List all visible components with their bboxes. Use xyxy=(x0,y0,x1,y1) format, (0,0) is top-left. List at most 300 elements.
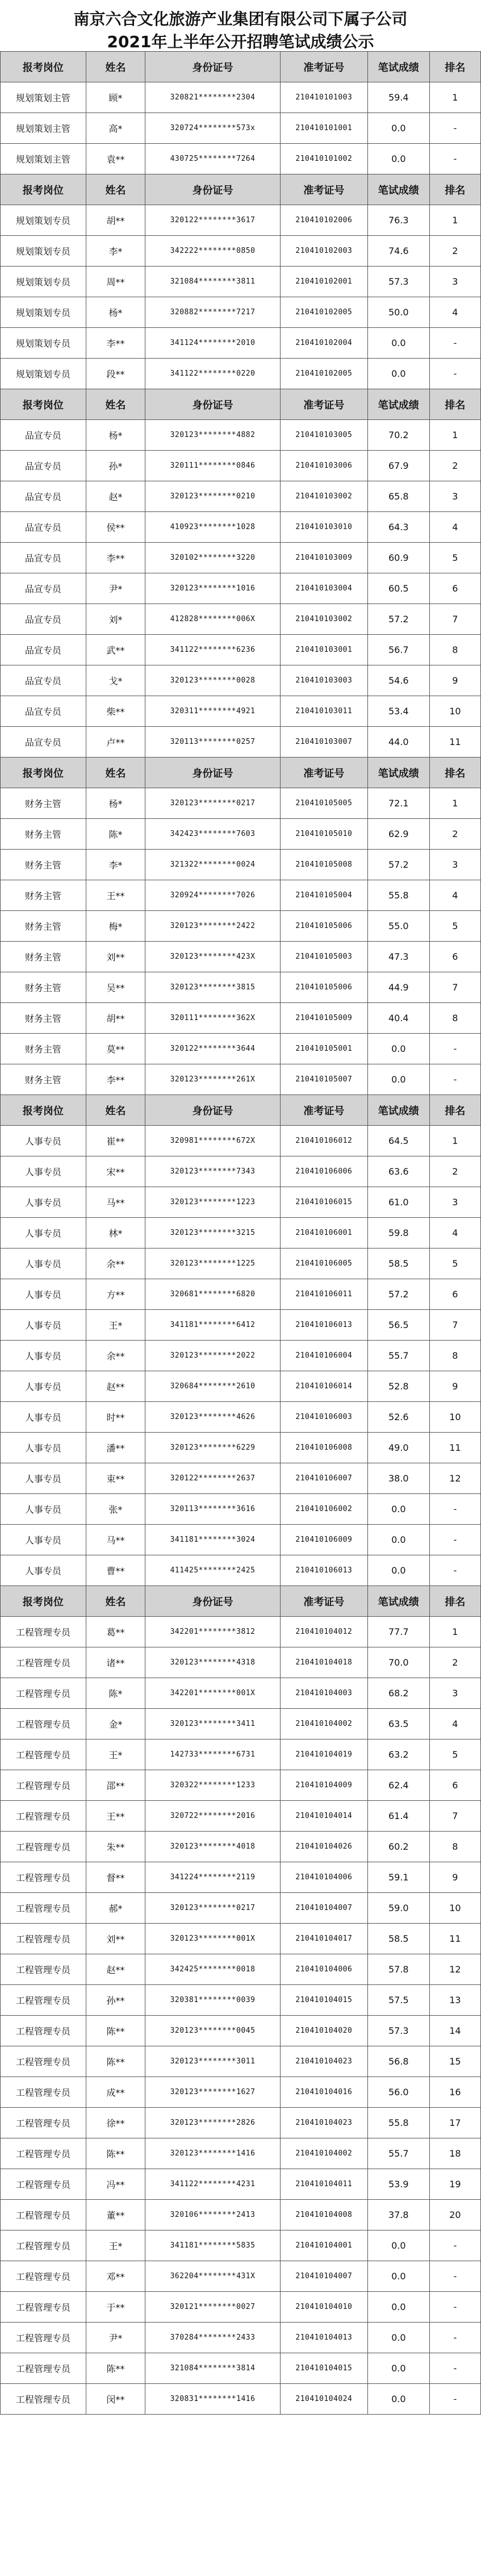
exam-number-cell: 210410104007 xyxy=(280,1893,367,1924)
id-number-cell: 341181********5835 xyxy=(145,2230,281,2261)
id-number-cell: 412828********006X xyxy=(145,604,281,635)
table-row xyxy=(1,2016,481,2046)
table-row xyxy=(1,1647,481,1678)
rank-cell: 12 xyxy=(429,1463,480,1494)
id-number-cell: 320123********6229 xyxy=(145,1433,281,1463)
exam-number-cell: 210410104017 xyxy=(280,1924,367,1954)
name-cell: 马** xyxy=(86,1525,145,1555)
name-cell: 陈** xyxy=(86,2046,145,2077)
table-row xyxy=(1,788,481,819)
rank-cell: 1 xyxy=(429,205,480,236)
position-cell: 品宣专员 xyxy=(1,573,86,604)
id-number-cell: 320123********261X xyxy=(145,1064,281,1095)
table-row xyxy=(1,113,481,144)
table-row xyxy=(1,359,481,389)
name-cell: 段** xyxy=(86,359,145,389)
id-number-cell: 342425********0018 xyxy=(145,1954,281,1985)
position-cell: 财务主管 xyxy=(1,1003,86,1034)
id-number-cell: 320123********001X xyxy=(145,1924,281,1954)
score-cell: 0.0 xyxy=(367,2230,429,2261)
score-cell: 0.0 xyxy=(367,1064,429,1095)
rank-cell: 10 xyxy=(429,1402,480,1433)
exam-number-cell: 210410106008 xyxy=(280,1433,367,1463)
column-header: 排名 xyxy=(429,52,480,82)
rank-cell: 13 xyxy=(429,1985,480,2016)
score-cell: 55.7 xyxy=(367,2138,429,2169)
exam-number-cell: 210410105004 xyxy=(280,880,367,911)
score-cell: 57.8 xyxy=(367,1954,429,1985)
table-row xyxy=(1,1402,481,1433)
id-number-cell: 362204********431X xyxy=(145,2261,281,2292)
column-header: 准考证号 xyxy=(280,174,367,205)
rank-cell: 7 xyxy=(429,604,480,635)
column-header: 身份证号 xyxy=(145,1586,281,1617)
exam-number-cell: 210410104015 xyxy=(280,1985,367,2016)
id-number-cell: 320111********362X xyxy=(145,1003,281,1034)
rank-cell: 16 xyxy=(429,2077,480,2108)
name-cell: 闵** xyxy=(86,2384,145,2415)
table-row xyxy=(1,1525,481,1555)
rank-cell: - xyxy=(429,1555,480,1586)
table-row xyxy=(1,205,481,236)
name-cell: 陈** xyxy=(86,2138,145,2169)
position-cell: 规划策划专员 xyxy=(1,328,86,359)
exam-number-cell: 210410103005 xyxy=(280,420,367,451)
exam-number-cell: 210410104006 xyxy=(280,1954,367,1985)
column-header: 笔试成绩 xyxy=(367,174,429,205)
name-cell: 王* xyxy=(86,1739,145,1770)
score-cell: 37.8 xyxy=(367,2200,429,2230)
exam-number-cell: 210410106013 xyxy=(280,1555,367,1586)
name-cell: 莫** xyxy=(86,1034,145,1064)
id-number-cell: 320123********1416 xyxy=(145,2138,281,2169)
id-number-cell: 320111********0846 xyxy=(145,451,281,481)
table-row xyxy=(1,82,481,113)
score-cell: 0.0 xyxy=(367,328,429,359)
score-cell: 55.7 xyxy=(367,1341,429,1371)
score-cell: 60.2 xyxy=(367,1832,429,1862)
name-cell: 朱** xyxy=(86,1832,145,1862)
id-number-cell: 320322********1233 xyxy=(145,1770,281,1801)
id-number-cell: 321322********0024 xyxy=(145,850,281,880)
rank-cell: - xyxy=(429,359,480,389)
score-cell: 0.0 xyxy=(367,2323,429,2353)
table-row xyxy=(1,696,481,727)
name-cell: 周** xyxy=(86,267,145,297)
name-cell: 杨* xyxy=(86,420,145,451)
column-header: 排名 xyxy=(429,1095,480,1126)
score-cell: 64.3 xyxy=(367,512,429,543)
column-header: 准考证号 xyxy=(280,389,367,420)
exam-number-cell: 210410104002 xyxy=(280,1709,367,1739)
position-cell: 人事专员 xyxy=(1,1463,86,1494)
score-cell: 76.3 xyxy=(367,205,429,236)
column-header: 身份证号 xyxy=(145,1095,281,1126)
rank-cell: 18 xyxy=(429,2138,480,2169)
exam-number-cell: 210410102004 xyxy=(280,328,367,359)
exam-number-cell: 210410106004 xyxy=(280,1341,367,1371)
rank-cell: 2 xyxy=(429,236,480,267)
id-number-cell: 341224********2119 xyxy=(145,1862,281,1893)
position-cell: 品宣专员 xyxy=(1,543,86,573)
id-number-cell: 341122********0220 xyxy=(145,359,281,389)
table-header-row xyxy=(1,758,481,788)
scores-table xyxy=(0,51,481,2415)
exam-number-cell: 210410104026 xyxy=(280,1832,367,1862)
score-cell: 70.2 xyxy=(367,420,429,451)
rank-cell: 9 xyxy=(429,1862,480,1893)
score-cell: 57.3 xyxy=(367,2016,429,2046)
score-cell: 57.2 xyxy=(367,1279,429,1310)
column-header: 笔试成绩 xyxy=(367,1095,429,1126)
exam-number-cell: 210410104013 xyxy=(280,2323,367,2353)
table-row xyxy=(1,420,481,451)
score-cell: 62.4 xyxy=(367,1770,429,1801)
score-cell: 0.0 xyxy=(367,1034,429,1064)
rank-cell: 1 xyxy=(429,82,480,113)
score-cell: 64.5 xyxy=(367,1126,429,1156)
score-cell: 49.0 xyxy=(367,1433,429,1463)
rank-cell: 1 xyxy=(429,788,480,819)
rank-cell: 12 xyxy=(429,1954,480,1985)
exam-number-cell: 210410102005 xyxy=(280,359,367,389)
name-cell: 尹* xyxy=(86,573,145,604)
exam-number-cell: 210410106013 xyxy=(280,1310,367,1341)
position-cell: 工程管理专员 xyxy=(1,2169,86,2200)
title-line-1: 南京六合文化旅游产业集团有限公司下属子公司 xyxy=(73,10,408,28)
table-row xyxy=(1,2077,481,2108)
exam-number-cell: 210410105006 xyxy=(280,911,367,942)
exam-number-cell: 210410101003 xyxy=(280,82,367,113)
score-cell: 56.8 xyxy=(367,2046,429,2077)
position-cell: 工程管理专员 xyxy=(1,1893,86,1924)
rank-cell: - xyxy=(429,1525,480,1555)
table-row xyxy=(1,819,481,850)
score-cell: 55.8 xyxy=(367,2108,429,2138)
table-row xyxy=(1,297,481,328)
exam-number-cell: 210410106012 xyxy=(280,1126,367,1156)
table-row xyxy=(1,635,481,665)
score-cell: 53.9 xyxy=(367,2169,429,2200)
rank-cell: 8 xyxy=(429,1341,480,1371)
score-cell: 55.8 xyxy=(367,880,429,911)
score-cell: 44.9 xyxy=(367,972,429,1003)
rank-cell: 3 xyxy=(429,1187,480,1218)
column-header: 笔试成绩 xyxy=(367,758,429,788)
id-number-cell: 320113********0257 xyxy=(145,727,281,758)
column-header: 姓名 xyxy=(86,389,145,420)
name-cell: 王** xyxy=(86,1801,145,1832)
table-row xyxy=(1,2230,481,2261)
position-cell: 财务主管 xyxy=(1,788,86,819)
name-cell: 束** xyxy=(86,1463,145,1494)
exam-number-cell: 210410105010 xyxy=(280,819,367,850)
id-number-cell: 320123********2022 xyxy=(145,1341,281,1371)
name-cell: 赵* xyxy=(86,481,145,512)
name-cell: 陈** xyxy=(86,2016,145,2046)
exam-number-cell: 210410104023 xyxy=(280,2046,367,2077)
exam-number-cell: 210410104003 xyxy=(280,1678,367,1709)
name-cell: 高* xyxy=(86,113,145,144)
id-number-cell: 320121********0027 xyxy=(145,2292,281,2323)
name-cell: 陈* xyxy=(86,819,145,850)
id-number-cell: 370284********2433 xyxy=(145,2323,281,2353)
id-number-cell: 320122********2637 xyxy=(145,1463,281,1494)
rank-cell: - xyxy=(429,328,480,359)
id-number-cell: 320123********3411 xyxy=(145,1709,281,1739)
rank-cell: 1 xyxy=(429,1126,480,1156)
position-cell: 工程管理专员 xyxy=(1,2046,86,2077)
id-number-cell: 320724********573x xyxy=(145,113,281,144)
column-header: 报考岗位 xyxy=(1,174,86,205)
position-cell: 品宣专员 xyxy=(1,727,86,758)
column-header: 笔试成绩 xyxy=(367,1586,429,1617)
column-header: 身份证号 xyxy=(145,758,281,788)
table-row xyxy=(1,1341,481,1371)
score-cell: 59.8 xyxy=(367,1218,429,1249)
rank-cell: - xyxy=(429,2230,480,2261)
exam-number-cell: 210410105006 xyxy=(280,972,367,1003)
rank-cell: 20 xyxy=(429,2200,480,2230)
score-cell: 72.1 xyxy=(367,788,429,819)
table-row xyxy=(1,1433,481,1463)
score-cell: 63.2 xyxy=(367,1739,429,1770)
table-row xyxy=(1,1187,481,1218)
name-cell: 冯** xyxy=(86,2169,145,2200)
score-cell: 60.5 xyxy=(367,573,429,604)
score-cell: 0.0 xyxy=(367,359,429,389)
position-cell: 人事专员 xyxy=(1,1187,86,1218)
exam-number-cell: 210410105009 xyxy=(280,1003,367,1034)
score-cell: 55.0 xyxy=(367,911,429,942)
page-title xyxy=(0,0,481,51)
position-cell: 工程管理专员 xyxy=(1,2261,86,2292)
rank-cell: 4 xyxy=(429,512,480,543)
position-cell: 规划策划专员 xyxy=(1,359,86,389)
id-number-cell: 320123********0217 xyxy=(145,788,281,819)
position-cell: 规划策划专员 xyxy=(1,297,86,328)
id-number-cell: 320924********7026 xyxy=(145,880,281,911)
id-number-cell: 341122********4231 xyxy=(145,2169,281,2200)
position-cell: 财务主管 xyxy=(1,942,86,972)
score-cell: 40.4 xyxy=(367,1003,429,1034)
table-row xyxy=(1,1126,481,1156)
id-number-cell: 320123********1223 xyxy=(145,1187,281,1218)
exam-number-cell: 210410104012 xyxy=(280,1617,367,1647)
exam-number-cell: 210410104014 xyxy=(280,1801,367,1832)
name-cell: 王** xyxy=(86,880,145,911)
exam-number-cell: 210410103004 xyxy=(280,573,367,604)
name-cell: 陈** xyxy=(86,2353,145,2384)
id-number-cell: 342222********0850 xyxy=(145,236,281,267)
column-header: 准考证号 xyxy=(280,52,367,82)
table-row xyxy=(1,850,481,880)
name-cell: 郝* xyxy=(86,1893,145,1924)
score-cell: 61.4 xyxy=(367,1801,429,1832)
id-number-cell: 320123********4882 xyxy=(145,420,281,451)
table-header-row xyxy=(1,1586,481,1617)
column-header: 排名 xyxy=(429,174,480,205)
rank-cell: - xyxy=(429,2261,480,2292)
position-cell: 工程管理专员 xyxy=(1,2230,86,2261)
score-cell: 0.0 xyxy=(367,1555,429,1586)
table-row xyxy=(1,1555,481,1586)
position-cell: 人事专员 xyxy=(1,1218,86,1249)
table-row xyxy=(1,1463,481,1494)
exam-number-cell: 210410104023 xyxy=(280,2108,367,2138)
table-row xyxy=(1,1862,481,1893)
score-cell: 68.2 xyxy=(367,1678,429,1709)
exam-number-cell: 210410105005 xyxy=(280,788,367,819)
position-cell: 品宣专员 xyxy=(1,512,86,543)
exam-number-cell: 210410104016 xyxy=(280,2077,367,2108)
table-row xyxy=(1,2353,481,2384)
position-cell: 工程管理专员 xyxy=(1,1801,86,1832)
exam-number-cell: 210410106015 xyxy=(280,1187,367,1218)
table-row xyxy=(1,2323,481,2353)
rank-cell: 9 xyxy=(429,665,480,696)
id-number-cell: 320122********3617 xyxy=(145,205,281,236)
column-header: 姓名 xyxy=(86,174,145,205)
rank-cell: 6 xyxy=(429,573,480,604)
name-cell: 刘** xyxy=(86,1924,145,1954)
id-number-cell: 320123********4318 xyxy=(145,1647,281,1678)
column-header: 身份证号 xyxy=(145,389,281,420)
id-number-cell: 410923********1028 xyxy=(145,512,281,543)
score-cell: 60.9 xyxy=(367,543,429,573)
table-row xyxy=(1,1709,481,1739)
id-number-cell: 321084********3814 xyxy=(145,2353,281,2384)
score-cell: 59.4 xyxy=(367,82,429,113)
table-row xyxy=(1,1678,481,1709)
id-number-cell: 342201********001X xyxy=(145,1678,281,1709)
exam-number-cell: 210410103007 xyxy=(280,727,367,758)
table-row xyxy=(1,144,481,174)
id-number-cell: 320123********3815 xyxy=(145,972,281,1003)
position-cell: 人事专员 xyxy=(1,1156,86,1187)
exam-number-cell: 210410104001 xyxy=(280,2230,367,2261)
rank-cell: - xyxy=(429,2323,480,2353)
rank-cell: 2 xyxy=(429,451,480,481)
name-cell: 徐** xyxy=(86,2108,145,2138)
rank-cell: 3 xyxy=(429,850,480,880)
score-cell: 65.8 xyxy=(367,481,429,512)
table-row xyxy=(1,2169,481,2200)
position-cell: 人事专员 xyxy=(1,1402,86,1433)
table-row xyxy=(1,2046,481,2077)
id-number-cell: 320123********7343 xyxy=(145,1156,281,1187)
id-number-cell: 320831********1416 xyxy=(145,2384,281,2415)
score-cell: 62.9 xyxy=(367,819,429,850)
position-cell: 工程管理专员 xyxy=(1,1678,86,1709)
id-number-cell: 320123********2422 xyxy=(145,911,281,942)
score-cell: 0.0 xyxy=(367,1494,429,1525)
position-cell: 工程管理专员 xyxy=(1,2323,86,2353)
position-cell: 财务主管 xyxy=(1,972,86,1003)
name-cell: 李* xyxy=(86,236,145,267)
name-cell: 顾* xyxy=(86,82,145,113)
rank-cell: - xyxy=(429,1494,480,1525)
table-row xyxy=(1,573,481,604)
name-cell: 李** xyxy=(86,328,145,359)
score-cell: 59.1 xyxy=(367,1862,429,1893)
position-cell: 人事专员 xyxy=(1,1494,86,1525)
id-number-cell: 320113********3616 xyxy=(145,1494,281,1525)
position-cell: 人事专员 xyxy=(1,1341,86,1371)
name-cell: 潘** xyxy=(86,1433,145,1463)
name-cell: 袁** xyxy=(86,144,145,174)
column-header: 姓名 xyxy=(86,758,145,788)
position-cell: 工程管理专员 xyxy=(1,1739,86,1770)
position-cell: 人事专员 xyxy=(1,1279,86,1310)
rank-cell: 3 xyxy=(429,1678,480,1709)
table-row xyxy=(1,1770,481,1801)
position-cell: 财务主管 xyxy=(1,819,86,850)
rank-cell: 2 xyxy=(429,819,480,850)
position-cell: 人事专员 xyxy=(1,1555,86,1586)
exam-number-cell: 210410103006 xyxy=(280,451,367,481)
table-row xyxy=(1,1739,481,1770)
position-cell: 工程管理专员 xyxy=(1,1647,86,1678)
table-row xyxy=(1,880,481,911)
name-cell: 胡** xyxy=(86,1003,145,1034)
name-cell: 赵** xyxy=(86,1954,145,1985)
table-row xyxy=(1,236,481,267)
exam-number-cell: 210410106014 xyxy=(280,1371,367,1402)
rank-cell: 6 xyxy=(429,1279,480,1310)
exam-number-cell: 210410104018 xyxy=(280,1647,367,1678)
name-cell: 方** xyxy=(86,1279,145,1310)
score-cell: 57.3 xyxy=(367,267,429,297)
title-line-2: 2021年上半年公开招聘笔试成绩公示 xyxy=(107,32,374,51)
score-cell: 52.6 xyxy=(367,1402,429,1433)
name-cell: 马** xyxy=(86,1187,145,1218)
column-header: 笔试成绩 xyxy=(367,389,429,420)
rank-cell: - xyxy=(429,2292,480,2323)
table-row xyxy=(1,604,481,635)
name-cell: 吴** xyxy=(86,972,145,1003)
exam-number-cell: 210410106009 xyxy=(280,1525,367,1555)
table-header-row xyxy=(1,1095,481,1126)
table-row xyxy=(1,1924,481,1954)
id-number-cell: 321084********3811 xyxy=(145,267,281,297)
table-row xyxy=(1,1279,481,1310)
rank-cell: 11 xyxy=(429,1433,480,1463)
rank-cell: 11 xyxy=(429,727,480,758)
table-row xyxy=(1,1371,481,1402)
position-cell: 工程管理专员 xyxy=(1,2138,86,2169)
table-row xyxy=(1,1954,481,1985)
score-cell: 63.5 xyxy=(367,1709,429,1739)
column-header: 排名 xyxy=(429,1586,480,1617)
score-cell: 52.8 xyxy=(367,1371,429,1402)
table-row xyxy=(1,1893,481,1924)
name-cell: 时** xyxy=(86,1402,145,1433)
score-cell: 53.4 xyxy=(367,696,429,727)
position-cell: 工程管理专员 xyxy=(1,2016,86,2046)
rank-cell: 3 xyxy=(429,481,480,512)
name-cell: 杨* xyxy=(86,297,145,328)
column-header: 笔试成绩 xyxy=(367,52,429,82)
rank-cell: 2 xyxy=(429,1156,480,1187)
rank-cell: 8 xyxy=(429,1832,480,1862)
position-cell: 工程管理专员 xyxy=(1,1617,86,1647)
position-cell: 工程管理专员 xyxy=(1,2353,86,2384)
name-cell: 曹** xyxy=(86,1555,145,1586)
name-cell: 王* xyxy=(86,1310,145,1341)
rank-cell: 5 xyxy=(429,543,480,573)
name-cell: 杨* xyxy=(86,788,145,819)
